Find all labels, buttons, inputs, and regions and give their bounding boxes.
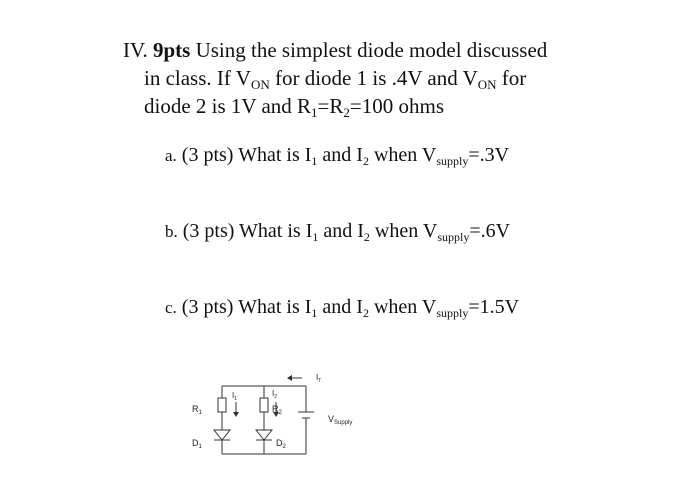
diode-d1 (214, 430, 230, 440)
problem-line1-text: Using the simplest diode model discussed (195, 38, 548, 62)
problem-line-1 (123, 36, 547, 64)
part-b: b. (3 pts) What is $I_1$ and $I_2$ when $V_{supply}=.6V$ (165, 220, 511, 244)
part-a: a. (3 pts) What is $I_1$ and $I_2$ when $V_{supply}=.3V$ (165, 144, 510, 168)
problem-points: 9pts (152, 38, 191, 62)
problem-line-3: diode 2 is 1V and $R_1=R_2=100$ ohms (144, 94, 444, 120)
diode-d2 (256, 430, 272, 440)
label-r1: $R_1$ (192, 404, 202, 416)
label-d2: $D_2$ (276, 438, 286, 450)
resistor-r1 (218, 398, 226, 412)
resistor-r2 (260, 398, 268, 412)
label-it: $I_T$ (316, 373, 322, 384)
problem-number: IV. (123, 38, 148, 62)
label-vsupply: $V_{Supply}$ (328, 414, 353, 426)
label-i2: $I_2$ (272, 389, 278, 400)
label-r2: $R_2$ (272, 404, 282, 416)
circuit-diagram (180, 368, 380, 468)
part-c: c. (3 pts) What is $I_1$ and $I_2$ when $V_{supply}=1.5V$ (165, 296, 520, 320)
label-i1: $I_1$ (232, 391, 238, 402)
problem-line-2: in class. If $V_{ON}$ for diode 1 is .4V and $V_{ON}$ for (144, 66, 527, 92)
label-d1: $D_1$ (192, 438, 202, 450)
